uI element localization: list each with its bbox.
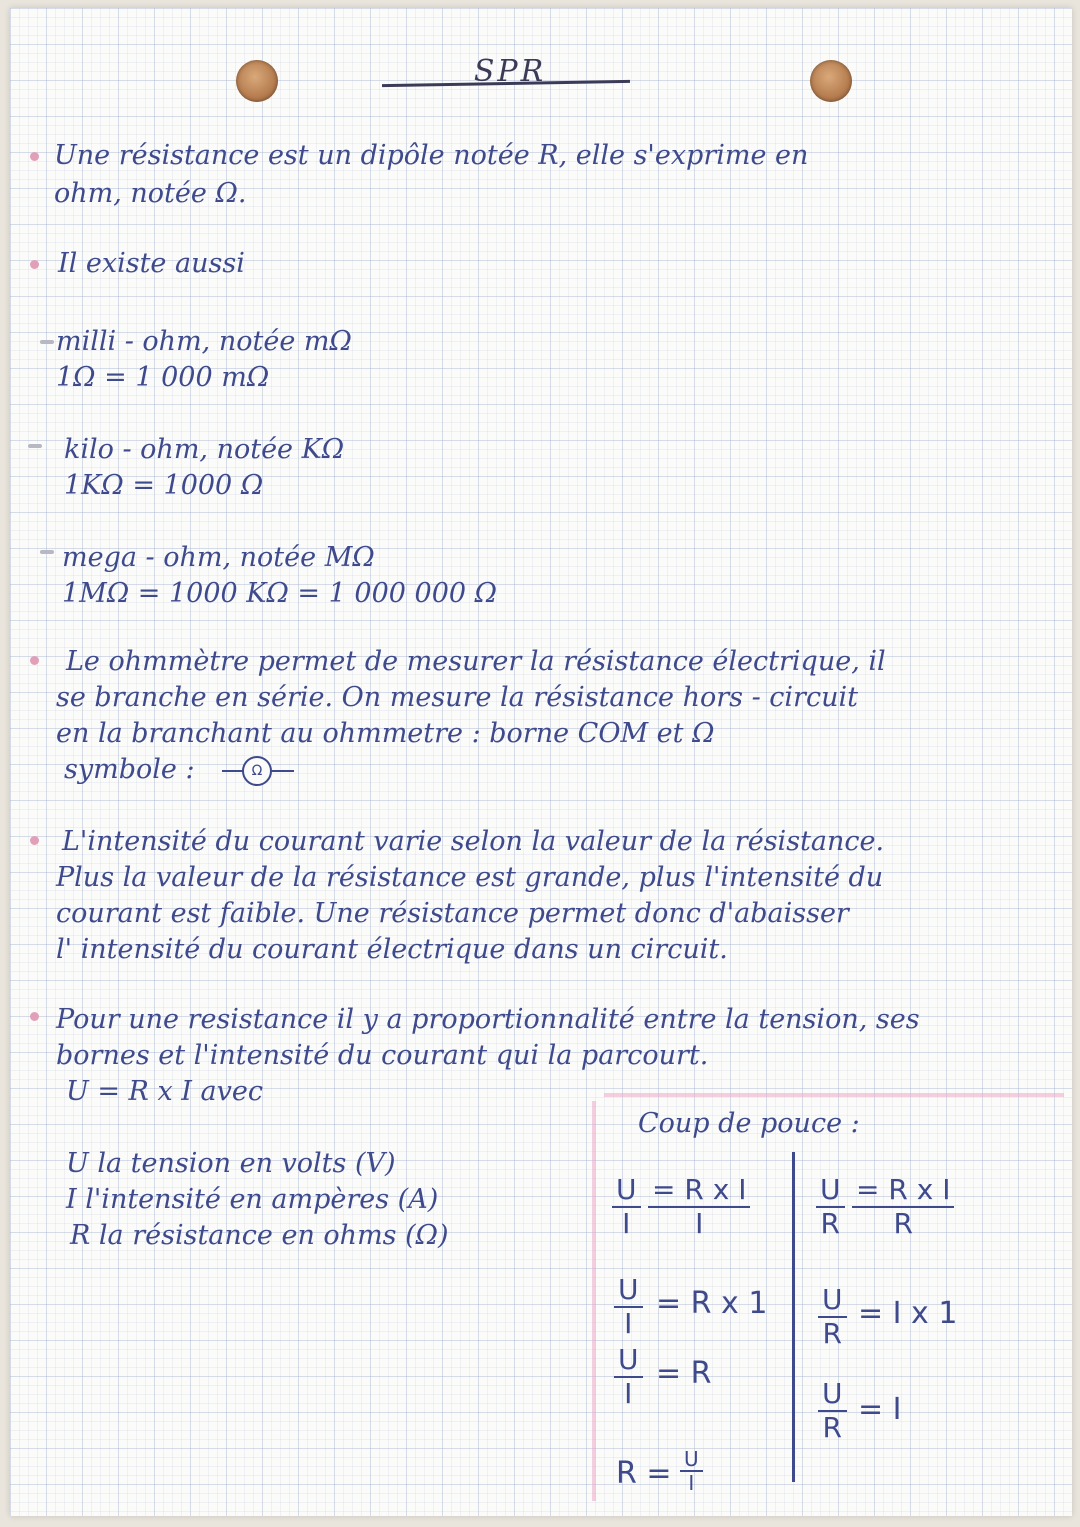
intro-line-1: Une résistance est un dipôle notée R, elle s'exprime en [54, 140, 809, 171]
intensite-line-3: courant est faible. Une résistance permet donc d'abaisser [56, 898, 849, 929]
existe-text: Il existe aussi [58, 248, 245, 279]
proportion-line-2: bornes et l'intensité du courant qui la parcourt. [56, 1040, 709, 1071]
denominator: I [688, 1471, 695, 1495]
notebook-page [10, 8, 1072, 1516]
intro-line-2: ohm, notée Ω. [54, 178, 247, 209]
unit-kilo-name: kilo - ohm, notée KΩ [64, 434, 345, 465]
numerator: U [612, 1174, 641, 1208]
numerator: = R x I [852, 1174, 954, 1208]
intensite-line-4: l' intensité du courant électrique dans un circuit. [56, 934, 728, 965]
numerator: U [614, 1344, 643, 1378]
bullet-dot [30, 152, 39, 161]
denominator: I [624, 1377, 633, 1410]
punch-hole-right [810, 60, 852, 102]
symbol-label: symbole : [64, 754, 195, 785]
dash-marker [40, 550, 54, 554]
box-top-border [604, 1093, 1064, 1097]
coup-de-pouce-title: Coup de pouce : [638, 1108, 860, 1139]
numerator: U [818, 1284, 847, 1318]
numerator: U [818, 1378, 847, 1412]
numerator: U [614, 1274, 643, 1308]
page-title: SPR [473, 54, 547, 89]
bullet-dot [30, 836, 39, 845]
left-eq1-lhs [612, 1174, 641, 1240]
proportion-formula: U = R x I avec [66, 1076, 263, 1107]
denominator: I [695, 1207, 704, 1240]
legend-u: U la tension en volts (V) [66, 1148, 396, 1179]
divider-line [792, 1152, 795, 1482]
intensite-line-1: L'intensité du courant varie selon la valeur de la résistance. [62, 826, 885, 857]
left-eq1-rhs [648, 1174, 750, 1240]
numerator: = R x I [648, 1174, 750, 1208]
bullet-dot [30, 656, 39, 665]
intensite-line-2: Plus la valeur de la résistance est grande, plus l'intensité du [56, 862, 884, 893]
result-lhs: R = [616, 1456, 672, 1491]
numerator: U [816, 1174, 845, 1208]
right-eq3-rhs: = I [858, 1392, 902, 1427]
numerator: U [680, 1448, 703, 1472]
denominator: I [622, 1207, 631, 1240]
bullet-dot [30, 1012, 39, 1021]
right-eq2-lhs [818, 1284, 847, 1350]
denominator: R [893, 1207, 913, 1240]
unit-kilo-eq: 1KΩ = 1000 Ω [64, 470, 264, 501]
box-left-border [592, 1101, 596, 1501]
unit-milli-name: milli - ohm, notée mΩ [56, 326, 352, 357]
left-eq3-lhs [614, 1344, 643, 1410]
right-eq1-rhs [852, 1174, 954, 1240]
proportion-line-1: Pour une resistance il y a proportionnalité entre la tension, ses [56, 1004, 920, 1035]
ohmmeter-symbol-icon: Ω [242, 756, 272, 786]
dash-marker [40, 340, 54, 344]
ohmmetre-line-2: se branche en série. On mesure la résistance hors - circuit [56, 682, 858, 713]
left-eq2-lhs [614, 1274, 643, 1340]
right-eq1-lhs [816, 1174, 845, 1240]
unit-mega-eq: 1MΩ = 1000 KΩ = 1 000 000 Ω [62, 578, 498, 609]
left-eq3-rhs: = R [656, 1356, 712, 1391]
legend-r: R la résistance en ohms (Ω) [70, 1220, 449, 1251]
denominator: R [820, 1207, 840, 1240]
ohmmetre-line-3: en la branchant au ohmmetre : borne COM et Ω [56, 718, 715, 749]
result-fraction [680, 1448, 703, 1494]
dash-marker [28, 444, 42, 448]
denominator: R [822, 1411, 842, 1444]
left-eq2-rhs: = R x 1 [656, 1286, 768, 1321]
unit-mega-name: mega - ohm, notée MΩ [62, 542, 375, 573]
legend-i: I l'intensité en ampères (A) [66, 1184, 439, 1215]
denominator: I [624, 1307, 633, 1340]
bullet-dot [30, 260, 39, 269]
right-eq3-lhs [818, 1378, 847, 1444]
right-eq2-rhs: = I x 1 [858, 1296, 958, 1331]
ohmmetre-line-1: Le ohmmètre permet de mesurer la résistance électrique, il [66, 646, 886, 677]
denominator: R [822, 1317, 842, 1350]
punch-hole-left [236, 60, 278, 102]
unit-milli-eq: 1Ω = 1 000 mΩ [56, 362, 270, 393]
